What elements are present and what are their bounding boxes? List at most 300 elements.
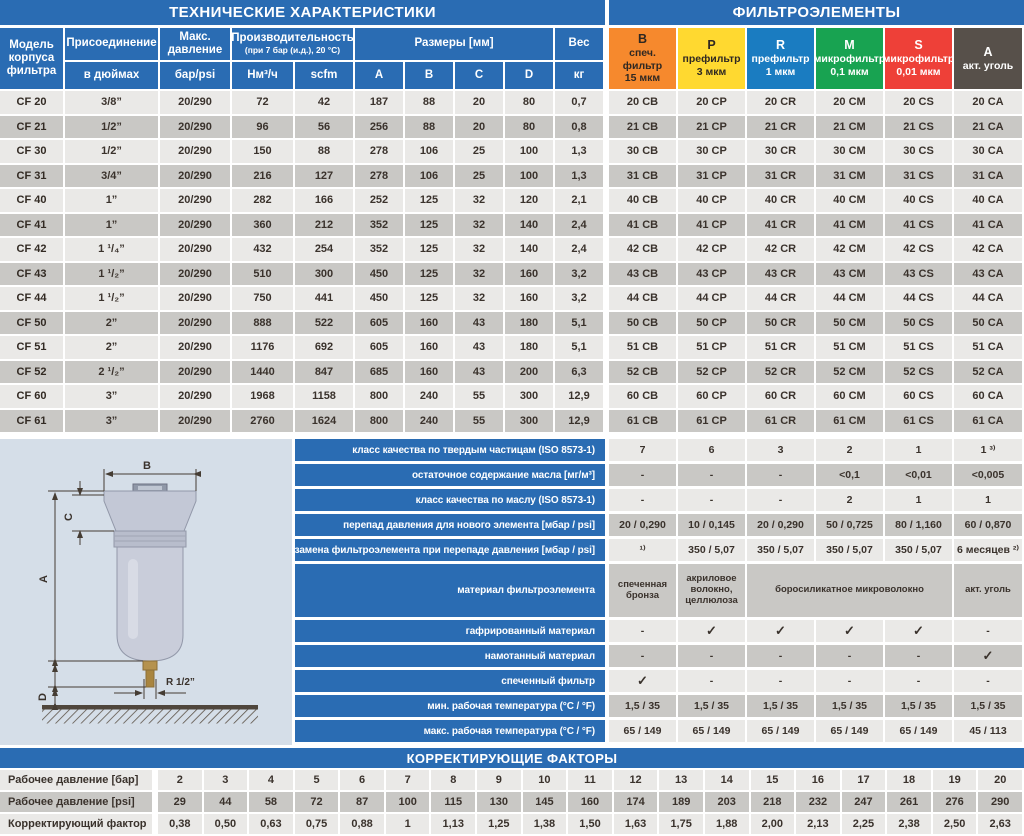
header-model: Модель корпуса фильтра bbox=[0, 28, 65, 91]
data-cell: 252 bbox=[355, 189, 405, 214]
data-cell: 42 bbox=[295, 91, 355, 116]
data-cell: 20/290 bbox=[160, 361, 232, 386]
element-code-cell: 41 CS bbox=[885, 214, 954, 239]
data-cell: 88 bbox=[405, 91, 455, 116]
data-cell: 605 bbox=[355, 336, 405, 361]
spec-value-cell: - bbox=[885, 670, 954, 695]
data-cell: 212 bbox=[295, 214, 355, 239]
correction-value-cell: 232 bbox=[796, 792, 842, 814]
spec-value-cell: 50 / 0,725 bbox=[816, 514, 885, 539]
element-code-cell: 42 CP bbox=[678, 238, 747, 263]
correction-factors-title: КОРРЕКТИРУЮЩИЕ ФАКТОРЫ bbox=[0, 748, 1024, 768]
spec-value-cell: 1 bbox=[954, 489, 1024, 514]
data-cell: 3/8” bbox=[65, 91, 160, 116]
element-code-cell: 31 CS bbox=[885, 165, 954, 190]
element-code-cell: 41 CB bbox=[609, 214, 678, 239]
filter-column-code: P bbox=[707, 38, 716, 53]
correction-value-cell: 174 bbox=[614, 792, 660, 814]
element-code-cell: 44 CB bbox=[609, 287, 678, 312]
spec-value-cell: <0,1 bbox=[816, 464, 885, 489]
element-code-cell: 20 CR bbox=[747, 91, 816, 116]
correction-value-cell: 1,50 bbox=[568, 814, 614, 836]
spec-value-cell: - bbox=[816, 670, 885, 695]
element-code-cell: 42 CM bbox=[816, 238, 885, 263]
element-code-cell: 44 CM bbox=[816, 287, 885, 312]
correction-value-cell: 1,25 bbox=[477, 814, 523, 836]
element-code-cell: 21 CM bbox=[816, 116, 885, 141]
header-scfm: scfm bbox=[295, 62, 355, 91]
model-cell: CF 30 bbox=[0, 140, 65, 165]
element-code-cell: 60 CS bbox=[885, 385, 954, 410]
correction-row-label: Рабочее давление [psi] bbox=[0, 792, 158, 814]
filter-column-header-p bbox=[678, 28, 747, 91]
correction-value-cell: 160 bbox=[568, 792, 614, 814]
header-nm3h: Нм³/ч bbox=[232, 62, 295, 91]
spec-value-cell: 1 ³⁾ bbox=[954, 439, 1024, 464]
data-cell: 43 bbox=[455, 336, 505, 361]
data-cell: 800 bbox=[355, 410, 405, 435]
element-code-cell: 40 CB bbox=[609, 189, 678, 214]
data-cell: 43 bbox=[455, 361, 505, 386]
header-dim-a: A bbox=[355, 62, 405, 91]
spec-value-cell: 2 bbox=[816, 439, 885, 464]
data-cell: 125 bbox=[405, 287, 455, 312]
element-code-cell: 44 CS bbox=[885, 287, 954, 312]
model-cell: CF 43 bbox=[0, 263, 65, 288]
spec-value-cell: 1,5 / 35 bbox=[954, 695, 1024, 720]
data-cell: 240 bbox=[405, 385, 455, 410]
data-cell: 888 bbox=[232, 312, 295, 337]
header-capacity-note: (при 7 бар (и.д.), 20 °C) bbox=[244, 45, 341, 56]
data-cell: 20/290 bbox=[160, 238, 232, 263]
element-code-cell: 61 CA bbox=[954, 410, 1024, 435]
spec-row-label: мин. рабочая температура (°C / °F) bbox=[295, 695, 605, 720]
filter-dimension-diagram bbox=[0, 439, 292, 745]
correction-value-cell: 145 bbox=[523, 792, 569, 814]
spec-value-cell: акриловое волокно, целлюлоза bbox=[678, 564, 747, 620]
data-cell: 3” bbox=[65, 385, 160, 410]
header-max-pressure-sub: бар/psi bbox=[160, 62, 232, 91]
data-cell: 125 bbox=[405, 189, 455, 214]
spec-value-cell: 6 bbox=[678, 439, 747, 464]
model-cell: CF 51 bbox=[0, 336, 65, 361]
model-cell: CF 42 bbox=[0, 238, 65, 263]
spec-value-cell: 65 / 149 bbox=[609, 720, 678, 745]
data-cell: 3,2 bbox=[555, 263, 605, 288]
element-code-cell: 30 CM bbox=[816, 140, 885, 165]
element-code-cell: 21 CR bbox=[747, 116, 816, 141]
correction-value-cell: 1,88 bbox=[705, 814, 751, 836]
element-code-cell: 30 CA bbox=[954, 140, 1024, 165]
spec-row-label: материал фильтроэлемента bbox=[295, 564, 605, 620]
data-cell: 352 bbox=[355, 214, 405, 239]
filter-column-name: микрофильтр bbox=[813, 53, 886, 66]
data-cell: 1968 bbox=[232, 385, 295, 410]
filter-cap bbox=[104, 491, 196, 531]
element-code-cell: 43 CR bbox=[747, 263, 816, 288]
data-cell: 80 bbox=[505, 91, 555, 116]
correction-value-cell: 29 bbox=[158, 792, 204, 814]
data-cell: 32 bbox=[455, 189, 505, 214]
header-dimensions: Размеры [мм] bbox=[355, 28, 555, 62]
data-cell: 1/2” bbox=[65, 116, 160, 141]
element-code-cell: 42 CS bbox=[885, 238, 954, 263]
element-code-cell: 50 CM bbox=[816, 312, 885, 337]
data-cell: 20/290 bbox=[160, 189, 232, 214]
data-cell: 5,1 bbox=[555, 336, 605, 361]
correction-value-cell: 9 bbox=[477, 770, 523, 792]
filter-column-name: акт. уголь bbox=[962, 59, 1014, 72]
data-cell: 1,3 bbox=[555, 140, 605, 165]
element-code-cell: 41 CA bbox=[954, 214, 1024, 239]
element-code-cell: 43 CS bbox=[885, 263, 954, 288]
ground-line bbox=[42, 705, 258, 710]
element-code-cell: 44 CR bbox=[747, 287, 816, 312]
data-cell: 80 bbox=[505, 116, 555, 141]
data-cell: 20/290 bbox=[160, 287, 232, 312]
data-cell: 20/290 bbox=[160, 214, 232, 239]
data-cell: 3/4” bbox=[65, 165, 160, 190]
model-cell: CF 40 bbox=[0, 189, 65, 214]
correction-value-cell: 203 bbox=[705, 792, 751, 814]
filter-column-header-m bbox=[813, 28, 886, 91]
correction-value-cell: 11 bbox=[568, 770, 614, 792]
header-weight: Вес bbox=[555, 28, 605, 62]
filter-column-header-b bbox=[609, 28, 678, 91]
spec-value-cell: - bbox=[678, 464, 747, 489]
correction-value-cell: 6 bbox=[340, 770, 386, 792]
element-code-cell: 20 CB bbox=[609, 91, 678, 116]
spec-value-cell: 7 bbox=[609, 439, 678, 464]
element-code-cell: 20 CA bbox=[954, 91, 1024, 116]
data-cell: 32 bbox=[455, 263, 505, 288]
spec-value-cell: ✓ bbox=[747, 620, 816, 645]
correction-value-cell: 290 bbox=[978, 792, 1024, 814]
element-code-cell: 43 CP bbox=[678, 263, 747, 288]
inlet-port-face bbox=[138, 486, 162, 490]
element-code-cell: 51 CR bbox=[747, 336, 816, 361]
spec-value-cell: 65 / 149 bbox=[678, 720, 747, 745]
correction-value-cell: 15 bbox=[751, 770, 797, 792]
spec-row-label: класс качества по маслу (ISO 8573-1) bbox=[295, 489, 605, 514]
element-code-cell: 21 CB bbox=[609, 116, 678, 141]
data-cell: 20/290 bbox=[160, 140, 232, 165]
spec-value-cell: - bbox=[609, 489, 678, 514]
spec-value-cell: 1,5 / 35 bbox=[747, 695, 816, 720]
filter-column-code: R bbox=[775, 38, 786, 53]
spec-value-cell: ✓ bbox=[678, 620, 747, 645]
data-cell: 1/2” bbox=[65, 140, 160, 165]
model-cell: CF 60 bbox=[0, 385, 65, 410]
correction-value-cell: 12 bbox=[614, 770, 660, 792]
spec-value-cell: 2 bbox=[816, 489, 885, 514]
data-cell: 32 bbox=[455, 214, 505, 239]
data-cell: 20 bbox=[455, 91, 505, 116]
spec-value-cell: 1,5 / 35 bbox=[609, 695, 678, 720]
model-cell: CF 21 bbox=[0, 116, 65, 141]
spec-value-cell: спеченная бронза bbox=[609, 564, 678, 620]
data-cell: 20 bbox=[455, 116, 505, 141]
data-cell: 2” bbox=[65, 336, 160, 361]
correction-row-label: Рабочее давление [бар] bbox=[0, 770, 158, 792]
correction-value-cell: 14 bbox=[705, 770, 751, 792]
ground-hatch bbox=[42, 710, 258, 724]
correction-value-cell: 1,63 bbox=[614, 814, 660, 836]
data-cell: 55 bbox=[455, 410, 505, 435]
element-code-cell: 31 CM bbox=[816, 165, 885, 190]
header-dim-c: C bbox=[455, 62, 505, 91]
spec-row-label: класс качества по твердым частицам (ISO 8573-1) bbox=[295, 439, 605, 464]
header-dim-b: B bbox=[405, 62, 455, 91]
spec-value-cell: 1,5 / 35 bbox=[885, 695, 954, 720]
data-cell: 2,4 bbox=[555, 214, 605, 239]
model-cell: CF 31 bbox=[0, 165, 65, 190]
data-cell: 278 bbox=[355, 165, 405, 190]
data-cell: 88 bbox=[295, 140, 355, 165]
element-code-cell: 40 CM bbox=[816, 189, 885, 214]
filter-column-micron: 1 мкм bbox=[765, 66, 796, 78]
spec-row-label: остаточное содержание масла [мг/м³] bbox=[295, 464, 605, 489]
correction-value-cell: 2,25 bbox=[842, 814, 888, 836]
data-cell: 450 bbox=[355, 287, 405, 312]
correction-value-cell: 276 bbox=[933, 792, 979, 814]
element-code-cell: 21 CA bbox=[954, 116, 1024, 141]
correction-value-cell: 115 bbox=[431, 792, 477, 814]
correction-value-cell: 189 bbox=[659, 792, 705, 814]
data-cell: 300 bbox=[505, 410, 555, 435]
spec-value-cell: 1 bbox=[885, 489, 954, 514]
header-connection-sub: в дюймах bbox=[65, 62, 160, 91]
spec-value-cell: 60 / 0,870 bbox=[954, 514, 1024, 539]
data-cell: 12,9 bbox=[555, 385, 605, 410]
spec-value-cell: 20 / 0,290 bbox=[747, 514, 816, 539]
model-cell: CF 50 bbox=[0, 312, 65, 337]
element-code-cell: 61 CR bbox=[747, 410, 816, 435]
filter-column-name: префильтр bbox=[751, 53, 810, 66]
data-cell: 160 bbox=[405, 361, 455, 386]
spec-value-cell: ¹⁾ bbox=[609, 539, 678, 564]
correction-value-cell: 3 bbox=[204, 770, 250, 792]
spec-value-cell: ✓ bbox=[816, 620, 885, 645]
model-cell: CF 41 bbox=[0, 214, 65, 239]
element-code-cell: 52 CB bbox=[609, 361, 678, 386]
spec-value-cell: <0,005 bbox=[954, 464, 1024, 489]
data-cell: 3,2 bbox=[555, 287, 605, 312]
spec-value-cell: 20 / 0,290 bbox=[609, 514, 678, 539]
data-cell: 55 bbox=[455, 385, 505, 410]
data-cell: 685 bbox=[355, 361, 405, 386]
element-code-cell: 30 CS bbox=[885, 140, 954, 165]
element-code-cell: 21 CS bbox=[885, 116, 954, 141]
data-cell: 3” bbox=[65, 410, 160, 435]
element-code-cell: 21 CP bbox=[678, 116, 747, 141]
element-code-cell: 41 CP bbox=[678, 214, 747, 239]
filter-column-name: префильтр bbox=[682, 53, 741, 66]
element-code-cell: 44 CA bbox=[954, 287, 1024, 312]
data-cell: 1 ¹/₄” bbox=[65, 238, 160, 263]
data-cell: 360 bbox=[232, 214, 295, 239]
spec-value-cell: ✓ bbox=[954, 645, 1024, 670]
drain-fitting bbox=[143, 661, 157, 670]
model-cell: CF 52 bbox=[0, 361, 65, 386]
spec-value-cell: боросиликатное микроволокно bbox=[747, 564, 954, 620]
filter-column-code: S bbox=[914, 38, 923, 53]
data-cell: 800 bbox=[355, 385, 405, 410]
correction-value-cell: 10 bbox=[523, 770, 569, 792]
element-code-cell: 41 CM bbox=[816, 214, 885, 239]
data-cell: 1,3 bbox=[555, 165, 605, 190]
spec-value-cell: - bbox=[747, 464, 816, 489]
correction-value-cell: 2,00 bbox=[751, 814, 797, 836]
data-cell: 522 bbox=[295, 312, 355, 337]
correction-value-cell: 13 bbox=[659, 770, 705, 792]
data-cell: 106 bbox=[405, 165, 455, 190]
data-cell: 100 bbox=[505, 165, 555, 190]
data-cell: 441 bbox=[295, 287, 355, 312]
data-cell: 1624 bbox=[295, 410, 355, 435]
element-code-cell: 61 CB bbox=[609, 410, 678, 435]
data-cell: 120 bbox=[505, 189, 555, 214]
dim-label-d: D bbox=[37, 693, 49, 701]
element-code-cell: 52 CR bbox=[747, 361, 816, 386]
data-cell: 32 bbox=[455, 287, 505, 312]
data-cell: 125 bbox=[405, 214, 455, 239]
correction-value-cell: 2,38 bbox=[887, 814, 933, 836]
element-code-cell: 43 CB bbox=[609, 263, 678, 288]
spec-value-cell: - bbox=[609, 620, 678, 645]
correction-value-cell: 218 bbox=[751, 792, 797, 814]
filter-column-code: A bbox=[983, 44, 993, 59]
bowl-highlight bbox=[128, 559, 138, 639]
correction-value-cell: 0,50 bbox=[204, 814, 250, 836]
header-weight-sub: кг bbox=[555, 62, 605, 91]
correction-value-cell: 72 bbox=[295, 792, 341, 814]
data-cell: 56 bbox=[295, 116, 355, 141]
spec-row-label: замена фильтроэлемента при перепаде давления [мбар / psi] bbox=[295, 539, 605, 564]
data-cell: 510 bbox=[232, 263, 295, 288]
data-cell: 2” bbox=[65, 312, 160, 337]
spec-value-cell: ✓ bbox=[885, 620, 954, 645]
data-cell: 127 bbox=[295, 165, 355, 190]
data-cell: 160 bbox=[405, 312, 455, 337]
correction-value-cell: 1,38 bbox=[523, 814, 569, 836]
data-cell: 150 bbox=[232, 140, 295, 165]
spec-value-cell: 65 / 149 bbox=[885, 720, 954, 745]
filter-column-name: микрофильтр bbox=[882, 53, 955, 66]
spec-value-cell: 65 / 149 bbox=[816, 720, 885, 745]
data-cell: 180 bbox=[505, 336, 555, 361]
element-code-cell: 30 CR bbox=[747, 140, 816, 165]
correction-row-label: Корректирующий фактор bbox=[0, 814, 158, 836]
data-cell: 20/290 bbox=[160, 263, 232, 288]
data-cell: 180 bbox=[505, 312, 555, 337]
filter-column-micron: 3 мкм bbox=[696, 66, 727, 78]
data-cell: 20/290 bbox=[160, 165, 232, 190]
correction-value-cell: 0,88 bbox=[340, 814, 386, 836]
element-code-cell: 31 CA bbox=[954, 165, 1024, 190]
element-code-cell: 30 CP bbox=[678, 140, 747, 165]
element-code-cell: 52 CP bbox=[678, 361, 747, 386]
element-code-cell: 51 CS bbox=[885, 336, 954, 361]
data-cell: 160 bbox=[505, 287, 555, 312]
data-cell: 2 ¹/₂” bbox=[65, 361, 160, 386]
data-cell: 450 bbox=[355, 263, 405, 288]
data-cell: 1 ¹/₂” bbox=[65, 263, 160, 288]
data-cell: 1” bbox=[65, 214, 160, 239]
element-code-cell: 40 CP bbox=[678, 189, 747, 214]
element-code-cell: 31 CR bbox=[747, 165, 816, 190]
spec-value-cell: ✓ bbox=[609, 670, 678, 695]
correction-value-cell: 5 bbox=[295, 770, 341, 792]
element-code-cell: 50 CS bbox=[885, 312, 954, 337]
spec-row-label: намотанный материал bbox=[295, 645, 605, 670]
element-code-cell: 50 CR bbox=[747, 312, 816, 337]
data-cell: 256 bbox=[355, 116, 405, 141]
data-cell: 300 bbox=[295, 263, 355, 288]
data-cell: 2,4 bbox=[555, 238, 605, 263]
filter-column-code: B bbox=[637, 32, 648, 47]
data-cell: 96 bbox=[232, 116, 295, 141]
spec-value-cell: 80 / 1,160 bbox=[885, 514, 954, 539]
element-code-cell: 43 CA bbox=[954, 263, 1024, 288]
dim-label-a: A bbox=[38, 575, 50, 583]
spec-value-cell: 3 bbox=[747, 439, 816, 464]
spec-value-cell: - bbox=[609, 464, 678, 489]
spec-row-label: перепад давления для нового элемента [мбар / psi] bbox=[295, 514, 605, 539]
data-cell: 1176 bbox=[232, 336, 295, 361]
data-cell: 2,1 bbox=[555, 189, 605, 214]
filter-diagram-panel bbox=[0, 439, 292, 745]
data-cell: 5,1 bbox=[555, 312, 605, 337]
dim-label-b: B bbox=[143, 460, 151, 472]
correction-value-cell: 2,50 bbox=[933, 814, 979, 836]
header-capacity bbox=[232, 28, 355, 62]
element-code-cell: 20 CM bbox=[816, 91, 885, 116]
element-code-cell: 50 CB bbox=[609, 312, 678, 337]
spec-row-label: макс. рабочая температура (°C / °F) bbox=[295, 720, 605, 745]
element-code-cell: 43 CM bbox=[816, 263, 885, 288]
spec-value-cell: <0,01 bbox=[885, 464, 954, 489]
data-cell: 0,7 bbox=[555, 91, 605, 116]
element-code-cell: 20 CP bbox=[678, 91, 747, 116]
data-cell: 240 bbox=[405, 410, 455, 435]
correction-value-cell: 4 bbox=[249, 770, 295, 792]
spec-value-cell: 45 / 113 bbox=[954, 720, 1024, 745]
spec-value-cell: 350 / 5,07 bbox=[816, 539, 885, 564]
spec-row-label: гафрированный материал bbox=[295, 620, 605, 645]
filter-column-micron: 15 мкм bbox=[624, 72, 661, 85]
data-cell: 72 bbox=[232, 91, 295, 116]
data-cell: 20/290 bbox=[160, 312, 232, 337]
correction-value-cell: 261 bbox=[887, 792, 933, 814]
data-cell: 125 bbox=[405, 263, 455, 288]
correction-value-cell: 17 bbox=[842, 770, 888, 792]
element-code-cell: 31 CB bbox=[609, 165, 678, 190]
correction-value-cell: 2,13 bbox=[796, 814, 842, 836]
correction-value-cell: 247 bbox=[842, 792, 888, 814]
filter-column-header-r bbox=[747, 28, 816, 91]
correction-value-cell: 7 bbox=[386, 770, 432, 792]
element-code-cell: 50 CP bbox=[678, 312, 747, 337]
spec-value-cell: - bbox=[678, 670, 747, 695]
element-code-cell: 61 CS bbox=[885, 410, 954, 435]
correction-value-cell: 19 bbox=[933, 770, 979, 792]
element-code-cell: 42 CR bbox=[747, 238, 816, 263]
spec-value-cell: - bbox=[747, 645, 816, 670]
element-code-cell: 60 CR bbox=[747, 385, 816, 410]
element-code-cell: 60 CB bbox=[609, 385, 678, 410]
correction-value-cell: 0,38 bbox=[158, 814, 204, 836]
